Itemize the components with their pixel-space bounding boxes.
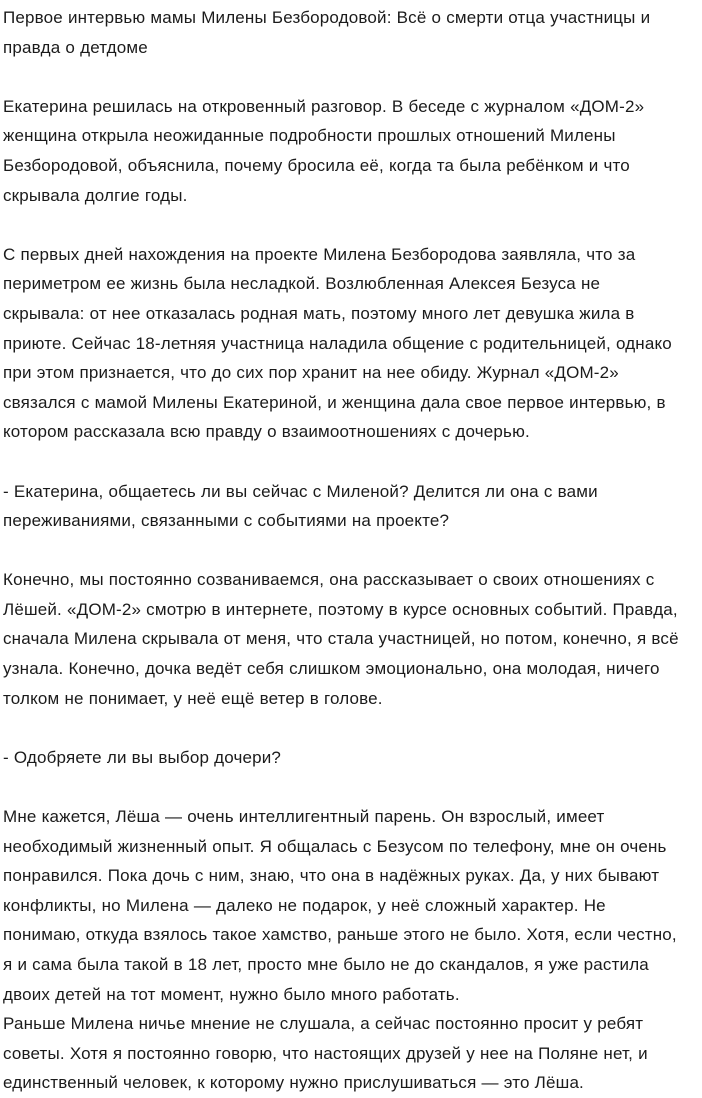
article-paragraph-lead: Екатерина решилась на откровенный разговор. В беседе с журналом «ДОМ-2» женщина открыла неожиданные подробности прошлых отношений Милены Безбородовой, объяснила, почему бросила её, когда та была ребёнком и что скрывала долгие годы. bbox=[3, 96, 645, 205]
interview-question-1: - Екатерина, общаетесь ли вы сейчас с Миленой? Делится ли она с вами переживаниями, связанными с событиями на проекте? bbox=[3, 481, 598, 531]
interview-answer-2-part-1: Мне кажется, Лёша — очень интеллигентный парень. Он взрослый, имеет необходимый жизненный опыт. Я общалась с Безусом по телефону, мне он очень понравился. Пока дочь с ним, знаю, что она в надёжных руках. Да, у них бывают конфликты, но Милена — далеко не подарок, у неё сложный характер. Не понимаю, откуда взялось такое хамство, раньше этого не было. Хотя, если честно, я и сама была такой в 18 лет, просто мне было не до скандалов, я уже растила двоих детей на тот момент, нужно было много работать. bbox=[3, 807, 677, 1004]
interview-answer-2-part-2: Раньше Милена ничье мнение не слушала, а сейчас постоянно просит у ребят советы. Хотя я постоянно говорю, что настоящих друзей у нее на Поляне нет, и единственный человек, к которому нужно прислушиваться — это Лёша. bbox=[3, 1014, 648, 1093]
article-paragraph-background: С первых дней нахождения на проекте Милена Безбородова заявляла, что за периметром ее жизнь была несладкой. Возлюбленная Алексея Безуса не скрывала: от нее отказалась родная мать, поэтому много лет девушка жила в приюте. Сейчас 18-летняя участница наладила общение с родительницей, однако при этом признается, что до сих пор хранит на нее обиду. Журнал «ДОМ-2» связался с мамой Милены Екатериной, и женщина дала свое первое интервью, в котором рассказала всю правду о взаимоотношениях с дочерью. bbox=[3, 244, 672, 442]
interview-answer-1: Конечно, мы постоянно созваниваемся, она рассказывает о своих отношениях с Лёшей. «ДОМ-2» смотрю в интернете, поэтому в курсе основных событий. Правда, сначала Милена скрывала от меня, что стала участницей, но потом, конечно, я всё узнала. Конечно, дочка ведёт себя слишком эмоционально, она молодая, ничего толком не понимает, у неё ещё ветер в голове. bbox=[3, 570, 679, 708]
interview-question-2: - Одобряете ли вы выбор дочери? bbox=[3, 747, 282, 767]
article-headline: Первое интервью мамы Милены Безбородовой: Всё о смерти отца участницы и правда о детдоме bbox=[3, 8, 651, 57]
